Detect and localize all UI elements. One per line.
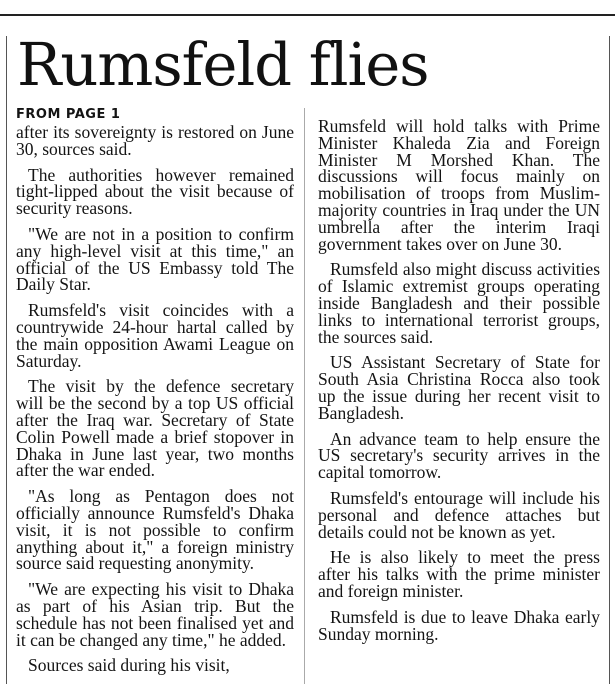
paragraph: He is also likely to meet the press after his talks with the prime minister and foreign minister.	[318, 547, 600, 601]
paragraph: "As long as Pentagon does not officially announce Rumsfeld's Dhaka visit, it is not possible to confirm anything about it," a foreign ministry source said requesting anonymity.	[16, 486, 294, 574]
paragraph: Rumsfeld is due to leave Dhaka early Sunday morning.	[318, 606, 600, 644]
paragraph: Rumsfeld's entourage will include his personal and defence attaches but details could not be known as yet.	[318, 487, 600, 542]
column-divider	[304, 108, 305, 684]
paragraph: Rumsfeld's visit coincides with a countrywide 24-hour hartal called by the main opposition Awami League on Saturday.	[16, 300, 294, 371]
top-rule	[0, 14, 615, 16]
paragraph: Rumsfeld will hold talks with Prime Minister Khaleda Zia and Foreign Minister M Morshed Khan. The discussions will focus mainly on mobilisation of troops from Muslim-majority countries in Iraq under the UN umbrella after the interim Iraqi government takes over on June 30.	[318, 116, 600, 254]
paragraph: after its sovereignty is restored on June 30, sources said.	[16, 122, 294, 159]
paragraph: Rumsfeld also might discuss activities of Islamic extremist groups operating inside Bangladesh and their possible links to international terrorist groups, the sources said.	[318, 259, 600, 347]
paragraph: The authorities however remained tight-lipped about the visit because of security reasons.	[16, 164, 294, 219]
paragraph: The visit by the defence secretary will be the second by a top US official after the Iraq war. Secretary of State Colin Powell made a brief stopover in Dhaka in June last year, two months after the war ended.	[16, 376, 294, 481]
headline: Rumsfeld flies	[17, 30, 429, 99]
jump-label: FROM PAGE 1	[16, 107, 121, 122]
paragraph: US Assistant Secretary of State for South Asia Christina Rocca also took up the issue during her recent visit to Bangladesh.	[318, 352, 600, 423]
left-border-rule	[6, 36, 7, 684]
paragraph: Sources said during his visit,	[28, 655, 230, 676]
paragraph: An advance team to help ensure the US secretary's security arrives in the capital tomorrow.	[318, 428, 600, 483]
article-column-right	[318, 118, 600, 651]
paragraph: "We are expecting his visit to Dhaka as part of his Asian trip. But the schedule has not been finalised yet and it can be changed any time," he added.	[16, 579, 294, 650]
paragraph: "We are not in a position to confirm any high-level visit at this time," an official of the US Embassy told The Daily Star.	[16, 223, 294, 295]
right-border-rule	[609, 36, 610, 684]
article-column-left	[16, 108, 294, 683]
